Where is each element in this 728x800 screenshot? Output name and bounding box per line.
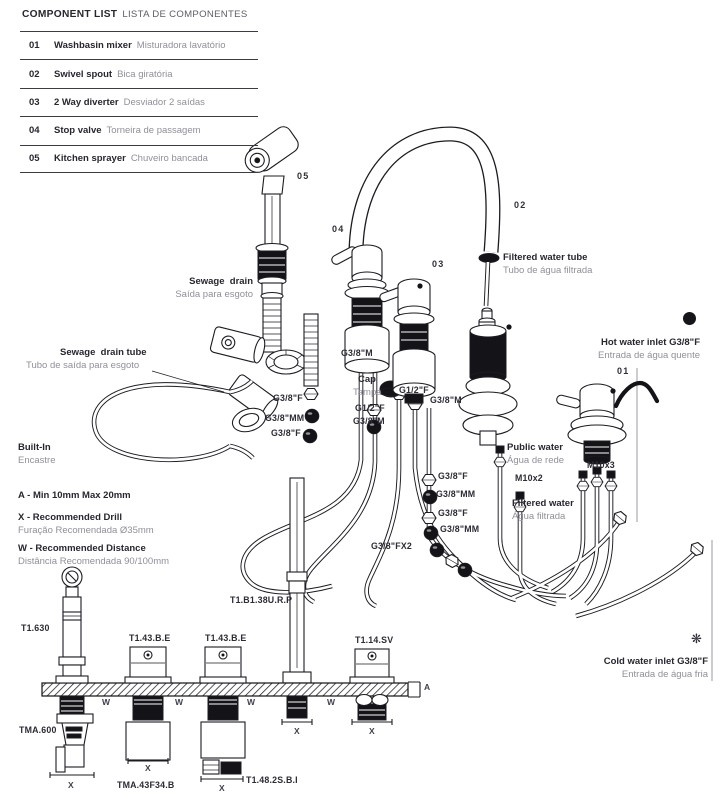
label-public-water-en: Public water: [507, 442, 563, 453]
component-name-pt: Torneira de passagem: [106, 125, 201, 137]
label-sewage-drain-en: Sewage drain: [189, 276, 253, 287]
label-cap-en: Cap: [358, 374, 376, 385]
code-m10x3: M10x3: [587, 460, 615, 470]
component-name-pt: Misturadora lavatório: [136, 40, 226, 52]
part-t143be: T1.43.B.E: [129, 633, 171, 643]
part-t1b138urp: T1.B1.38U.R.P: [230, 595, 293, 605]
marker-x: X: [68, 780, 74, 790]
component-num: 03: [29, 96, 40, 108]
marker-w: W: [175, 697, 184, 707]
component-row: [20, 31, 258, 59]
component-row: [20, 116, 258, 144]
part-tma600: TMA.600: [19, 725, 57, 735]
component-name-pt: Desviador 2 saídas: [123, 96, 205, 108]
code-g38mm: G3/8"MM: [440, 524, 480, 534]
callout-04: 04: [332, 224, 345, 234]
component-name-en: Stop valve: [54, 125, 102, 137]
marker-w: W: [247, 697, 256, 707]
label-cold-water-en: Cold water inlet G3/8"F: [603, 656, 708, 667]
code-g38mm: G3/8"MM: [436, 489, 476, 499]
component-name-en: Kitchen sprayer: [54, 153, 126, 165]
fixture-t1b138urp: [283, 478, 311, 683]
note-a: A - Min 10mm Max 20mm: [18, 490, 131, 501]
callout-02: 02: [514, 200, 527, 210]
label-filtered-water-pt: Água filtrada: [512, 511, 566, 522]
component-name-en: 2 Way diverter: [54, 96, 119, 108]
label-sewage-drain-tube-en: Sewage drain tube: [60, 347, 147, 358]
part-t143be: T1.43.B.E: [205, 633, 247, 643]
washbasin-mixer-01: [556, 383, 657, 464]
label-hot-water-pt: Entrada de água quente: [598, 350, 700, 361]
component-list-title-pt: LISTA DE COMPONENTES: [122, 9, 248, 20]
marker-x: X: [145, 763, 151, 773]
code-g38m: G3/8"M: [353, 416, 385, 426]
label-built-in-en: Built-In: [18, 442, 51, 453]
component-num: 05: [29, 153, 40, 165]
code-g12f: G1/2"F: [355, 403, 385, 413]
component-num: 02: [29, 68, 40, 80]
component-row: [20, 59, 258, 87]
filter-cartridge: [459, 308, 517, 445]
fixture-t1b138urp-lower: [282, 696, 312, 725]
part-tma43f34b: TMA.43F34.B: [117, 780, 175, 790]
fixture-t143be-2: [200, 647, 246, 782]
label-built-in-pt: Encastre: [18, 455, 56, 466]
label-sewage-drain-tube-pt: Tubo de saída para esgoto: [26, 360, 140, 371]
label-public-water-pt: Água de rede: [507, 455, 565, 466]
thickness-bracket-a: [408, 682, 420, 697]
component-name-en: Washbasin mixer: [54, 40, 132, 52]
marker-a: A: [424, 682, 431, 692]
part-t1630: T1.630: [21, 623, 50, 633]
callout-03: 03: [432, 259, 445, 269]
marker-x: X: [294, 726, 300, 736]
code-m10x2: M10x2: [515, 473, 543, 483]
fixture-t1630: [50, 567, 94, 778]
code-g38fx2: G3/8"FX2: [371, 541, 412, 551]
code-g38f: G3/8"F: [271, 428, 301, 438]
component-name-pt: Chuveiro bancada: [130, 153, 208, 165]
sewage-drain-tube-coil: [94, 371, 253, 460]
component-row: [20, 145, 258, 173]
component-name-pt: Bica giratória: [117, 68, 173, 80]
note-w-pt: Distância Recomendada 90/100mm: [18, 556, 170, 567]
code-g38f: G3/8"F: [438, 508, 468, 518]
code-g12f: G1/2"F: [399, 385, 429, 395]
label-cold-water-pt: Entrada de água fria: [621, 669, 708, 680]
marker-w: W: [102, 697, 111, 707]
note-x-pt: Furação Recomendada Ø35mm: [18, 525, 154, 536]
component-row: [20, 88, 258, 116]
component-num: 01: [29, 40, 40, 52]
code-g38f: G3/8"F: [273, 393, 303, 403]
label-sewage-drain-pt: Saída para esgoto: [175, 289, 253, 300]
cold-snowflake-icon: ❋: [691, 631, 702, 646]
callout-01: 01: [617, 366, 630, 376]
note-x-en: X - Recommended Drill: [18, 512, 122, 523]
note-w-en: W - Recommended Distance: [18, 543, 146, 554]
countertop-slab: [42, 683, 408, 696]
marker-w: W: [327, 697, 336, 707]
label-hot-water-en: Hot water inlet G3/8"F: [601, 337, 700, 348]
component-num: 04: [29, 125, 40, 137]
callout-05: 05: [297, 171, 310, 181]
fixture-t143be-1: [125, 647, 171, 764]
component-name-en: Swivel spout: [54, 68, 113, 80]
hot-indicator-icon: [683, 312, 696, 325]
part-t114sv: T1.14.SV: [355, 635, 394, 645]
marker-x: X: [219, 783, 225, 793]
code-g38m: G3/8"M: [430, 395, 462, 405]
label-filtered-water-tube-pt: Tubo de água filtrada: [503, 265, 593, 276]
component-list: [20, 8, 258, 173]
component-list-title-en: COMPONENT LIST: [22, 9, 118, 20]
code-g38mm: G3/8"MM: [265, 413, 305, 423]
code-g38m: G3/8"M: [341, 348, 373, 358]
label-filtered-water-tube-en: Filtered water tube: [503, 252, 588, 263]
marker-x: X: [369, 726, 375, 736]
component-list-title: [20, 8, 258, 31]
code-g38f: G3/8"F: [438, 471, 468, 481]
label-filtered-water-en: Filtered water: [512, 498, 574, 509]
part-t1482sbi: T1.48.2S.B.I: [246, 775, 298, 785]
label-cap-pt: Tampa: [353, 387, 382, 398]
